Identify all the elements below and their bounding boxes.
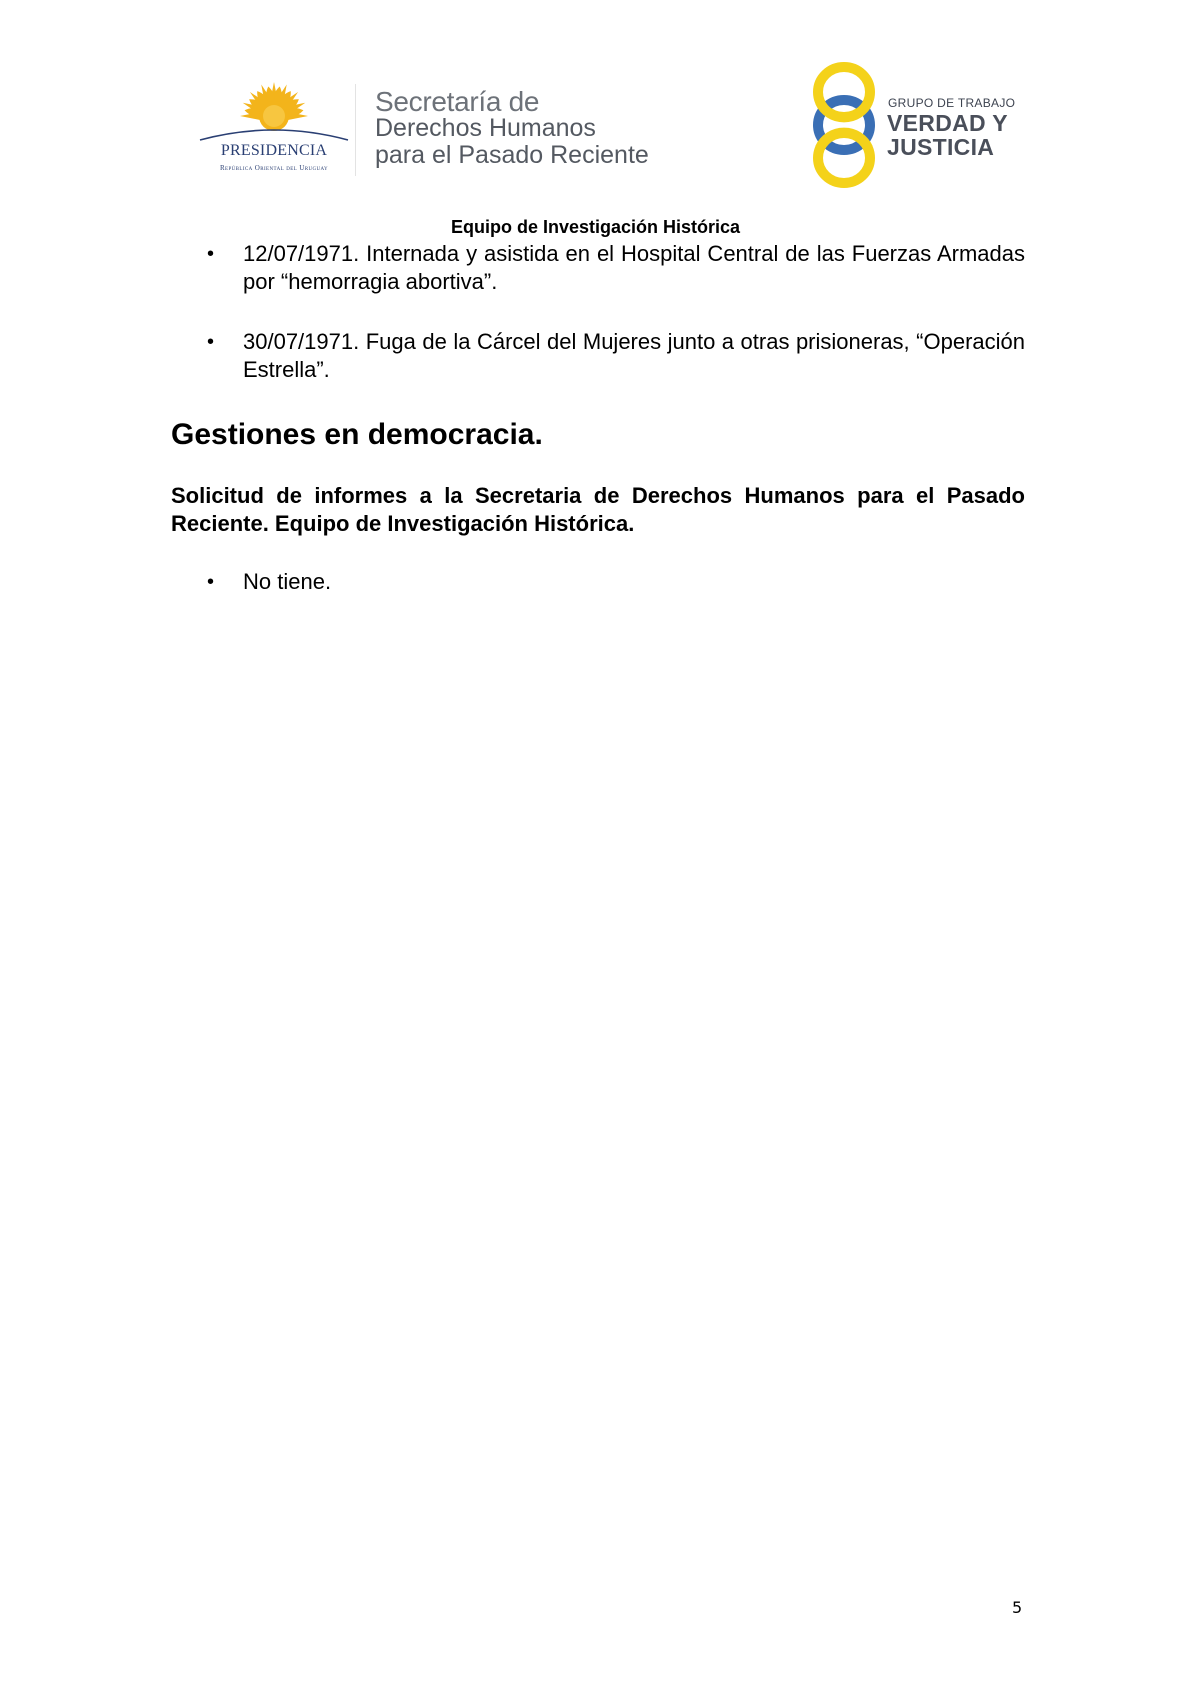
logo-divider bbox=[355, 84, 356, 176]
secretaria-line-3: para el Pasado Reciente bbox=[375, 141, 649, 169]
list-item bbox=[171, 328, 1025, 384]
grupo-label: GRUPO DE TRABAJO bbox=[888, 96, 1016, 110]
bullet-icon: • bbox=[207, 331, 215, 353]
list-item bbox=[171, 240, 1025, 296]
bullet-icon: • bbox=[207, 571, 215, 593]
list-item-text: No tiene. bbox=[243, 569, 332, 594]
document-body bbox=[171, 240, 1025, 596]
list-item-text: 30/07/1971. Fuga de la Cárcel del Mujeres junto a otras prisioneras, “Operación Estrella”. bbox=[243, 329, 1025, 382]
list-item bbox=[171, 568, 1025, 596]
grupo-verdad-justicia-logo bbox=[808, 62, 1030, 188]
page-number: 5 bbox=[1012, 1598, 1023, 1617]
bullet-icon: • bbox=[207, 243, 215, 265]
presidencia-name: PRESIDENCIA bbox=[220, 142, 328, 159]
secretaria-line-1: Secretaría de bbox=[375, 86, 540, 117]
subsection-heading: Solicitud de informes a la Secretaria de Derechos Humanos para el Pasado Reciente. Equipo de Investigación Histórica. bbox=[171, 483, 1025, 536]
grupo-title-line-2: JUSTICIA bbox=[887, 134, 995, 160]
presidencia-subtitle: República Oriental del Uruguay bbox=[219, 164, 329, 172]
list-item-text: 12/07/1971. Internada y asistida en el Hospital Central de las Fuerzas Armadas por “hemorragia abortiva”. bbox=[243, 241, 1025, 294]
linked-rings-icon bbox=[808, 62, 882, 188]
uruguay-sun-icon bbox=[196, 80, 352, 144]
secretaria-wordmark bbox=[375, 88, 649, 169]
secretaria-line-2: Derechos Humanos bbox=[375, 114, 596, 142]
running-header: Equipo de Investigación Histórica bbox=[450, 217, 741, 237]
grupo-title-line-1: VERDAD Y bbox=[887, 110, 1008, 136]
section-heading: Gestiones en democracia. bbox=[171, 418, 543, 451]
presidencia-logo bbox=[196, 80, 352, 180]
